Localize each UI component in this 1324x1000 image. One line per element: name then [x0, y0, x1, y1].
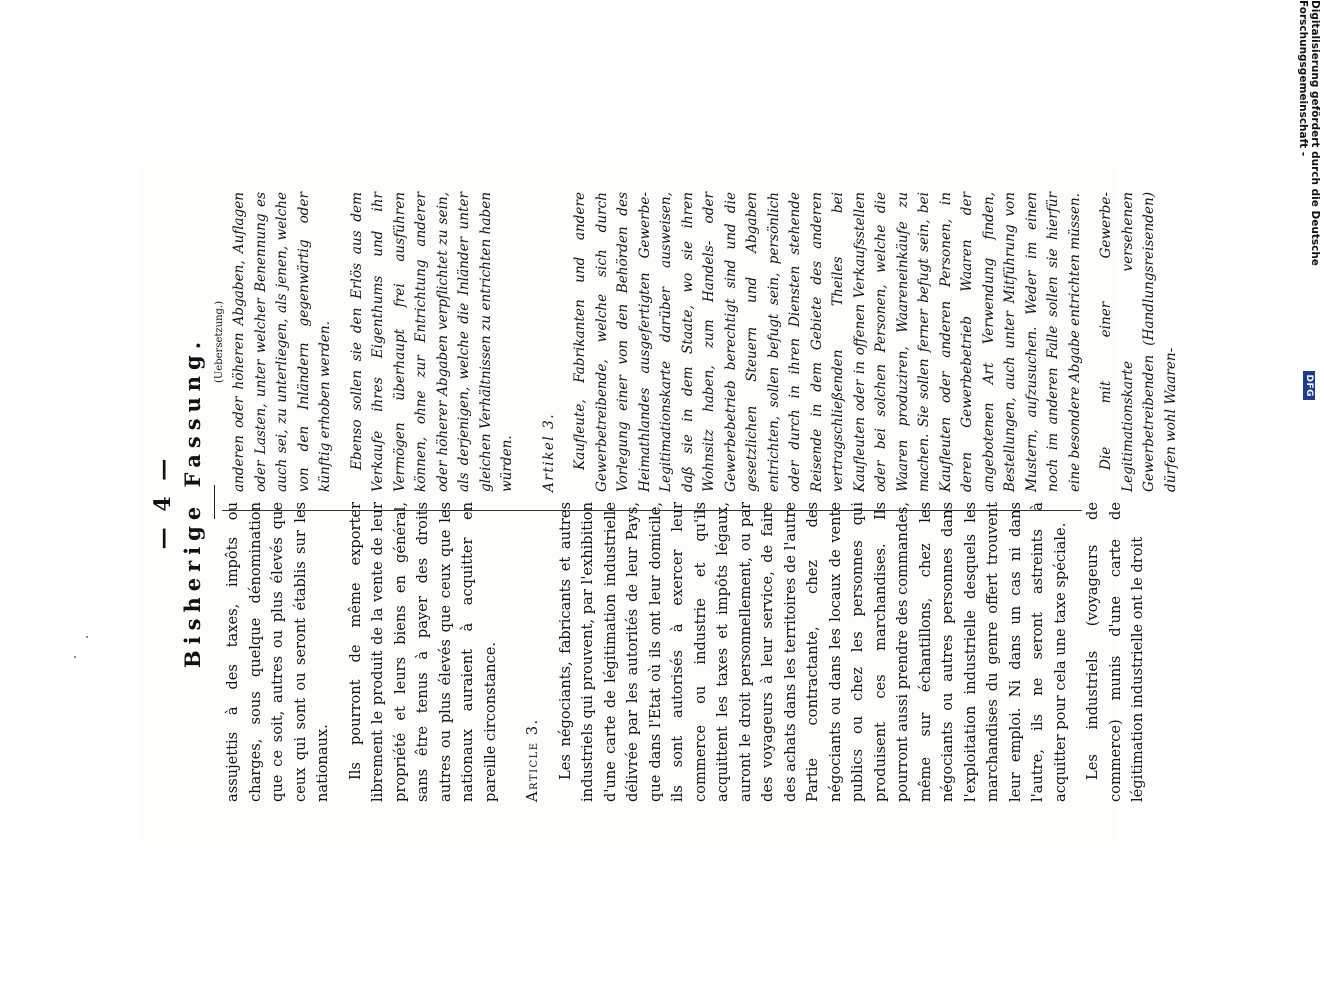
- page-number: — 4 —: [150, 454, 176, 550]
- page-title: Bisherige Fassung.: [180, 335, 205, 669]
- paragraph: Ebenso sollen sie den Erlös aus dem Verkaufe ihres Eigenthums und ihr Vermögen überhaupt frei ausführen können, ohne zur Entrichtung anderer oder höherer Abgaben verpflichtet zu sein, als derjenigen, welche die Inländer unter gleichen Verhältnissen zu entrichten haben würden.: [348, 192, 515, 492]
- scan-speck: [86, 636, 88, 638]
- paragraph: Ils pourront de même exporter librement le produit de la vente de leur propriété et leurs biens en général, sans être tenus à payer des droits autres ou plus élevés que ceux que les nationaux auraient à acquitter en pareille circonstance.: [346, 502, 499, 802]
- paragraph: Kaufleute, Fabrikanten und andere Gewerbetreibende, welche sich durch Vorlegung einer von den Behörden des Heimathlandes ausgefertigten Gewerbe-Legitimationskarte darüber ausweisen, daß sie in dem Staate, wo sie ihren Wohnsitz haben, zum Handels- oder Gewerbebetrieb berechtigt sind und die gesetzlichen Steuern und Abgaben entrichten, sollen befugt sein, persönlich oder durch in ihren Diensten stehende Reisende in dem Gebiete des anderen vertragschließenden Theiles bei Kaufleuten oder in offenen Verkaufsstellen oder bei solchen Personen, welche die Waaren produziren, Waareneinkäufe zu machen. Sie sollen ferner befugt sein, bei Kaufleuten oder anderen Personen, in deren Gewerbebetrieb Waaren der angebotenen Art Verwendung finden, Bestellungen, auch unter Mitführung von Mustern, aufzusuchen. Weder im einen noch im anderen Falle sollen sie hierfür eine besondere Abgabe entrichten müssen.: [572, 192, 1083, 492]
- dfg-stamp-text: Digitalisierung gefördert durch die Deutsche Forschungsgemeinschaft -: [1297, 0, 1321, 266]
- scan-speck: [74, 656, 76, 658]
- paragraph: Die mit einer Gewerbe-Legitimationskarte versehenen Gewerbetreibenden (Handlungsreisenden) dürfen wohl Waaren-: [1098, 192, 1179, 492]
- french-column: [222, 502, 1160, 802]
- dfg-stamp: [1294, 0, 1324, 400]
- scanned-page-area: [138, 162, 1179, 842]
- paragraph: anderen oder höheren Abgaben, Auflagen oder Lasten, unter welcher Benennung es auch sei, zu unterliegen, als jenen, welche von den Inländern gegenwärtig oder künftig erhoben werden.: [231, 192, 333, 492]
- paragraph: Les négociants, fabricants et autres industriels qui prouvent, par l'exhibition d'une carte de légitimation industrielle délivrée par les autorités de leur Pays, que dans l'Etat où ils ont leur domicile, ils sont autorisés à exercer leur commerce ou industrie et qu'ils acquittent les taxes et impôts légaux, auront le droit personnellement, ou par des voyageurs à leur service, de faire des achats dans les territoires de l'autre Partie contractante, chez des négociants ou dans les locaux de vente publics ou chez les personnes qui produisent ces marchandises. Ils pourront aussi prendre des commandes, même sur échantillons, chez les négociants ou autres personnes dans l'exploitation industrielle desquels les marchandises du genre offert trouvent leur emploi. Ni dans un cas ni dans l'autre, ils ne seront astreints à acquitter pour cela une taxe spéciale.: [556, 502, 1069, 802]
- paragraph: Les industriels (voyageurs de commerce) munis d'une carte de légitimation industrielle ont le droit: [1084, 502, 1146, 802]
- column-divider: [222, 510, 1082, 511]
- article-heading: Artikel 3.: [540, 412, 557, 492]
- translation-note: (Uebersetzung.): [214, 300, 225, 384]
- german-column: [214, 192, 1192, 492]
- article-heading: Article 3.: [524, 718, 541, 802]
- document-page: [138, 162, 1179, 842]
- paragraph: assujettis à des taxes, impôts ou charges, sous quelque dénomination que ce soit, autres ou plus élevés que ceux qui sont ou seront établis sur les nationaux.: [224, 502, 331, 802]
- dfg-logo: DFG: [1303, 371, 1315, 400]
